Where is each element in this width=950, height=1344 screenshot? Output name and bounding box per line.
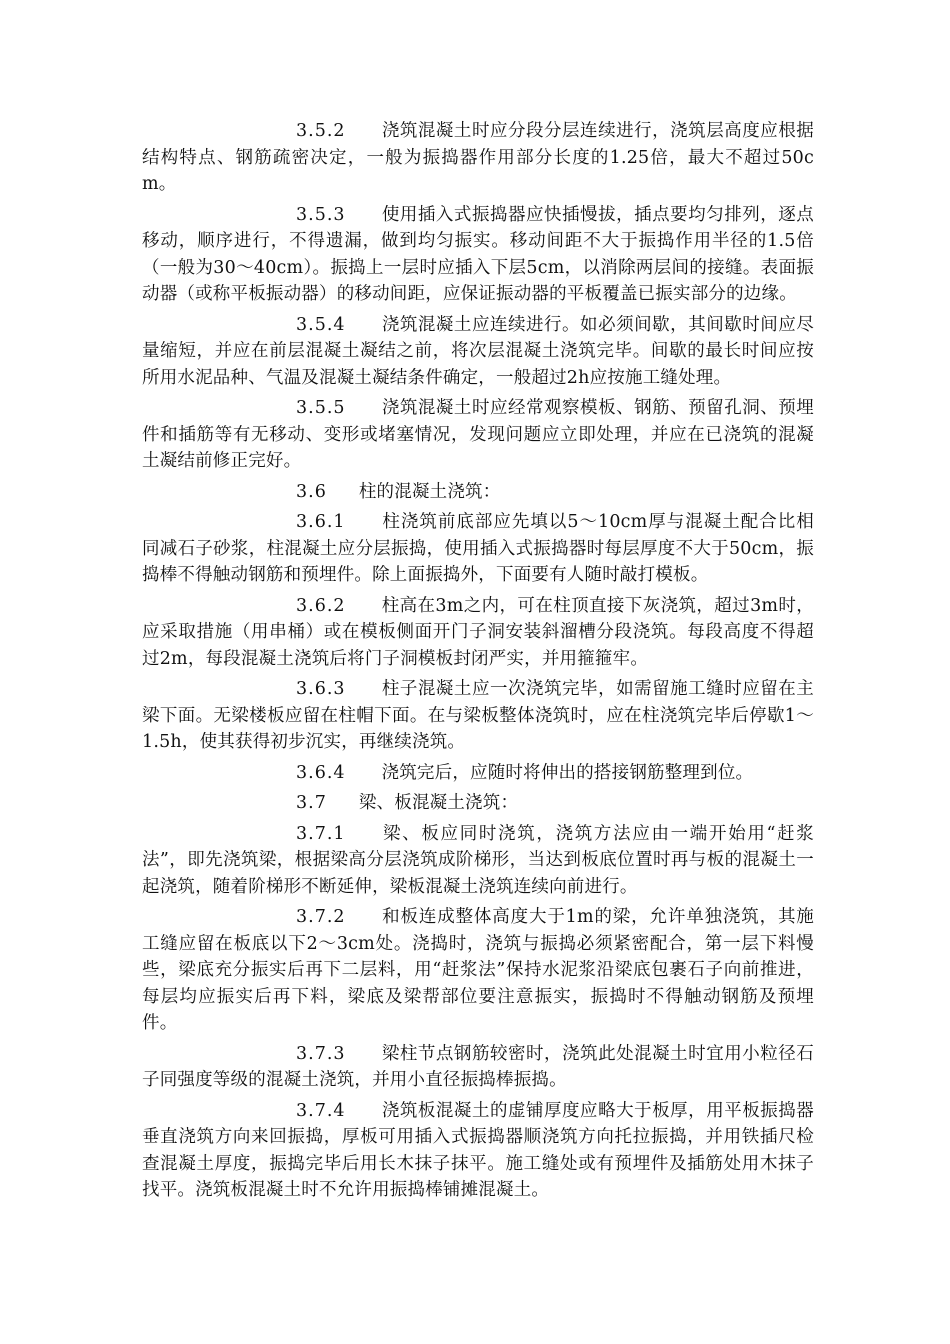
- clause-number: 3.7.3: [296, 1043, 346, 1064]
- clause-number: 3.7.1: [296, 823, 346, 844]
- clause-text: 浇筑混凝土应连续进行。如必须间歇，其间歇时间应尽量缩短，并应在前层混凝土凝结之前，将次层混凝土浇筑完毕。间歇的最长时间应按所用水泥品种、气温及混凝土凝结条件确定，一般超过2h应按施工缝处理。: [142, 314, 814, 388]
- clause-number: 3.6.3: [296, 679, 346, 699]
- clause-3-7-4: [142, 1098, 814, 1204]
- clause-number: 3.5.5: [296, 398, 346, 418]
- clause-3-6-4: [142, 760, 814, 787]
- clause-text: 柱子混凝土应一次浇筑完毕，如需留施工缝时应留在主梁下面。无梁楼板应留在柱帽下面。在与梁板整体浇筑时，应在柱浇筑完毕后停歇1～1.5h，使其获得初步沉实，再继续浇筑。: [142, 679, 814, 752]
- clause-3-5-5: [142, 395, 814, 475]
- clause-3-6-2: [142, 593, 814, 673]
- clause-3-5-4: [142, 312, 814, 392]
- section-heading-3-7: [142, 790, 814, 817]
- clause-3-5-3: [142, 202, 814, 308]
- clause-text: 浇筑混凝土时应分段分层连续进行，浇筑层高度应根据结构特点、钢筋疏密决定，一般为振捣器作用部分长度的1.25倍，最大不超过50cm。: [142, 121, 814, 194]
- clause-number: 3.5.3: [296, 204, 346, 225]
- clause-text: 柱高在3m之内，可在柱顶直接下灰浇筑，超过3m时，应采取措施（用串桶）或在模板侧面开门子洞安装斜溜槽分段浇筑。每段高度不得超过2m，每段混凝土浇筑后将门子洞模板封闭严实，并用箍箍牢。: [142, 595, 814, 669]
- clause-number: 3.6.1: [296, 512, 346, 532]
- clause-text: 柱浇筑前底部应先填以5～10cm厚与混凝土配合比相同减石子砂浆，柱混凝土应分层振捣，使用插入式振捣器时每层厚度不大于50cm，振捣棒不得触动钢筋和预埋件。除上面振捣外，下面要有人随时敲打模板。: [142, 512, 814, 585]
- clause-3-6-1: [142, 509, 814, 589]
- clause-3-7-3: [142, 1041, 814, 1094]
- clause-number: 3.6.4: [296, 762, 346, 783]
- clause-text: 浇筑板混凝土的虚铺厚度应略大于板厚，用平板振捣器垂直浇筑方向来回振捣，厚板可用插入式振捣器顺浇筑方向托拉振捣，并用铁插尺检查混凝土厚度，振捣完毕后用长木抹子抹平。施工缝处或有预埋件及插筋处用木抹子找平。浇筑板混凝土时不允许用振捣棒铺摊混凝土。: [142, 1100, 814, 1200]
- clause-number: 3.6.2: [296, 595, 346, 616]
- clause-number: 3.5.4: [296, 314, 346, 335]
- document-body: [142, 118, 814, 1208]
- clause-text: 和板连成整体高度大于1m的梁，允许单独浇筑，其施工缝应留在板底以下2～3cm处。浇捣时，浇筑与振捣必须紧密配合，第一层下料慢些，梁底充分振实后再下二层料，用“赶浆法”保持水泥浆沿梁底包裹石子向前推进，每层均应振实后再下料，梁底及梁帮部位要注意振实，振捣时不得触动钢筋及预埋件。: [142, 907, 814, 1033]
- clause-text: 梁柱节点钢筋较密时，浇筑此处混凝土时宜用小粒径石子同强度等级的混凝土浇筑，并用小直径振捣棒振捣。: [142, 1043, 814, 1090]
- section-number: 3.6: [296, 481, 327, 502]
- clause-number: 3.7.4: [296, 1100, 346, 1121]
- clause-number: 3.7.2: [296, 907, 346, 927]
- clause-text: 使用插入式振捣器应快插慢拔，插点要均匀排列，逐点移动，顺序进行，不得遗漏，做到均匀振实。移动间距不大于振捣作用半径的1.5倍（一般为30～40cm）。振捣上一层时应插入下层5cm，以消除两层间的接缝。表面振动器（或称平板振动器）的移动间距，应保证振动器的平板覆盖已振实部分的边缘。: [142, 204, 814, 304]
- section-title: 柱的混凝土浇筑：: [358, 481, 501, 502]
- clause-text: 梁、板应同时浇筑，浇筑方法应由一端开始用“赶浆法”，即先浇筑梁，根据梁高分层浇筑成阶梯形，当达到板底位置时再与板的混凝土一起浇筑，随着阶梯形不断延伸，梁板混凝土浇筑连续向前进行。: [142, 823, 814, 897]
- clause-text: 浇筑混凝土时应经常观察模板、钢筋、预留孔洞、预埋件和插筋等有无移动、变形或堵塞情况，发现问题应立即处理，并应在已浇筑的混凝土凝结前修正完好。: [142, 398, 814, 471]
- clause-3-7-2: [142, 904, 814, 1037]
- clause-3-7-1: [142, 821, 814, 901]
- section-number: 3.7: [296, 793, 327, 813]
- clause-3-5-2: [142, 118, 814, 198]
- section-heading-3-6: [142, 479, 814, 506]
- section-title: 梁、板混凝土浇筑：: [358, 793, 519, 813]
- clause-3-6-3: [142, 676, 814, 756]
- clause-text: 浇筑完后，应随时将伸出的搭接钢筋整理到位。: [381, 762, 754, 783]
- clause-number: 3.5.2: [296, 121, 346, 141]
